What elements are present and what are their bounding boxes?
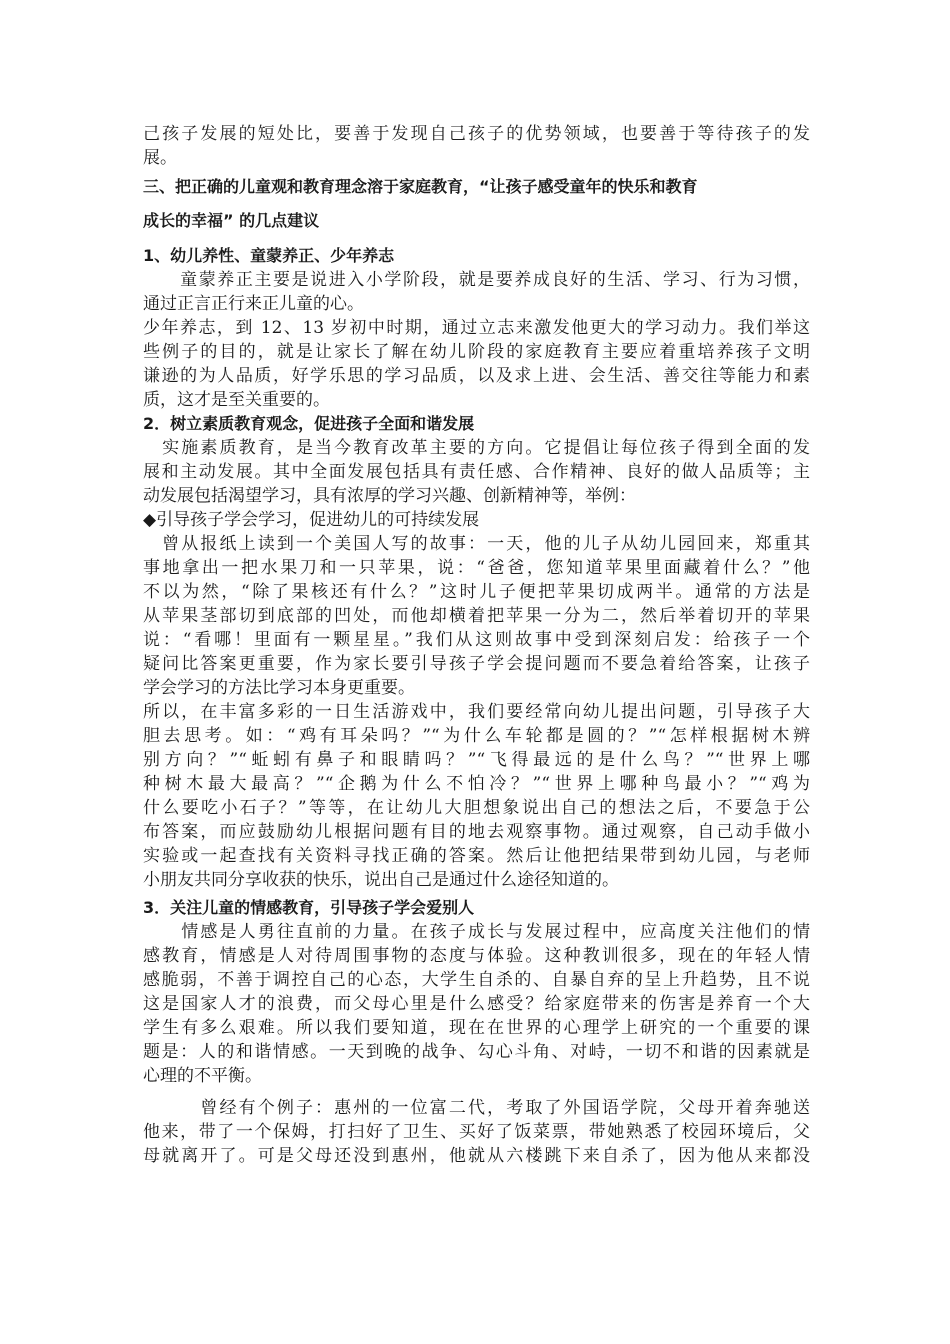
section-3-title <box>143 170 810 238</box>
text-line: 学会学习的方法比学习本身更重要。 <box>143 678 415 698</box>
subsection-1-body <box>143 268 810 412</box>
text-line: 不以为然，“除了果核还有什么？”这时儿子便把苹果切成两半。通常的方法是 <box>143 582 810 602</box>
text-line: 实验或一起查找有关资料寻找正确的答案。然后让他把结果带到幼儿园，与老师 <box>143 846 810 866</box>
text-line: 这是国家人才的浪费，而父母心里是什么感受？给家庭带来的伤害是养育一个大 <box>143 994 810 1014</box>
subsection-2-body <box>143 436 810 892</box>
text-line: 小朋友共同分享收获的快乐，说出自己是通过什么途径知道的。 <box>143 870 619 890</box>
text-line: 疑问比答案更重要，作为家长要引导孩子学会提问题而不要急着给答案，让孩子 <box>143 654 810 674</box>
subsection-1-title: 1、幼儿养性、童蒙养正、少年养志 <box>143 246 395 265</box>
text-line: 事地拿出一把水果刀和一只苹果，说：“爸爸，您知道苹果里面藏着什么？”他 <box>143 558 810 578</box>
text-line: 实施素质教育，是当今教育改革主要的方向。它提倡让每位孩子得到全面的发 <box>143 438 810 458</box>
text-line: 通过正言正行来正儿童的心。 <box>143 294 364 314</box>
text-line: 动发展包括渴望学习，具有浓厚的学习兴趣、创新精神等，举例： <box>143 486 636 506</box>
text-line: 从苹果茎部切到底部的凹处，而他却横着把苹果一分为二，然后举着切开的苹果 <box>143 606 810 626</box>
text-line: 母就离开了。可是父母还没到惠州，他就从六楼跳下来自杀了，因为他从来都没 <box>143 1146 810 1166</box>
text-line: 他来，带了一个保姆，打扫好了卫生、买好了饭菜票，带她熟悉了校园环境后，父 <box>143 1122 810 1142</box>
text-line: 心理的不平衡。 <box>143 1066 262 1086</box>
text-line: 布答案，而应鼓励幼儿根据问题有目的地去观察事物。通过观察，自己动手做小 <box>143 822 810 842</box>
subsection-2-title: 2．树立素质教育观念，促进孩子全面和谐发展 <box>143 414 475 433</box>
text-line: 童蒙养正主要是说进入小学阶段，就是要养成良好的生活、学习、行为习惯， <box>143 270 810 290</box>
text-line: 学生有多么艰难。所以我们要知道，现在在世界的心理学上研究的一个重要的课 <box>143 1018 810 1038</box>
text-line: 些例子的目的，就是让家长了解在幼儿阶段的家庭教育主要应着重培养孩子文明 <box>143 342 810 362</box>
text-line: 情感是人勇往直前的力量。在孩子成长与发展过程中，应高度关注他们的情 <box>143 922 810 942</box>
text-line: 曾从报纸上读到一个美国人写的故事：一天，他的儿子从幼儿园回来，郑重其 <box>143 534 810 554</box>
subsection-3-body <box>143 920 810 1088</box>
example-paragraph <box>143 1096 810 1168</box>
text-line: 题是：人的和谐情感。一天到晚的战争、勾心斗角、对峙，一切不和谐的因素就是 <box>143 1042 810 1062</box>
text-line: 谦逊的为人品质，好学乐思的学习品质，以及求上进、会生活、善交往等能力和素 <box>143 366 810 386</box>
heading-line: 三、把正确的儿童观和教育理念溶于家庭教育，“让孩子感受童年的快乐和教育 <box>143 177 698 196</box>
text-line: 展和主动发展。其中全面发展包括具有责任感、合作精神、良好的做人品质等；主 <box>143 462 810 482</box>
intro-paragraph <box>143 122 810 170</box>
text-line: 曾经有个例子：惠州的一位富二代，考取了外国语学院，父母开着奔驰送 <box>143 1098 810 1118</box>
text-line: 所以，在丰富多彩的一日生活游戏中，我们要经常向幼儿提出问题，引导孩子大 <box>143 702 810 722</box>
text-line: 感脆弱，不善于调控自己的心态，大学生自杀的、自暴自弃的呈上升趋势，且不说 <box>143 970 810 990</box>
subsection-3-title: 3．关注儿童的情感教育，引导孩子学会爱别人 <box>143 898 475 917</box>
text-line: 感教育，情感是人对待周围事物的态度与体验。这种教训很多，现在的年轻人情 <box>143 946 810 966</box>
bullet-line: ◆引导孩子学会学习，促进幼儿的可持续发展 <box>143 510 480 530</box>
text-line: 己孩子发展的短处比，要善于发现自己孩子的优势领域，也要善于等待孩子的发 <box>143 124 810 144</box>
text-line: 质，这才是至关重要的。 <box>143 390 330 410</box>
text-line: 别方向？”“蚯蚓有鼻子和眼睛吗？”“飞得最远的是什么鸟？”“世界上哪 <box>143 750 810 770</box>
document-page <box>143 122 810 1168</box>
text-line: 说：“看哪！里面有一颗星星。”我们从这则故事中受到深刻启发：给孩子一个 <box>143 630 810 650</box>
text-line: 胆去思考。如：“鸡有耳朵吗？”“为什么车轮都是圆的？”“怎样根据树木辨 <box>143 726 810 746</box>
text-line: 种树木最大最高？”“企鹅为什么不怕冷？”“世界上哪种鸟最小？”“鸡为 <box>143 774 810 794</box>
text-line: 少年养志，到 12、13 岁初中时期，通过立志来激发他更大的学习动力。我们举这 <box>143 318 810 338</box>
text-line: 展。 <box>143 148 177 168</box>
text-line: 什么要吃小石子？”等等，在让幼儿大胆想象说出自己的想法之后，不要急于公 <box>143 798 810 818</box>
heading-line: 成长的幸福” 的几点建议 <box>143 211 320 230</box>
